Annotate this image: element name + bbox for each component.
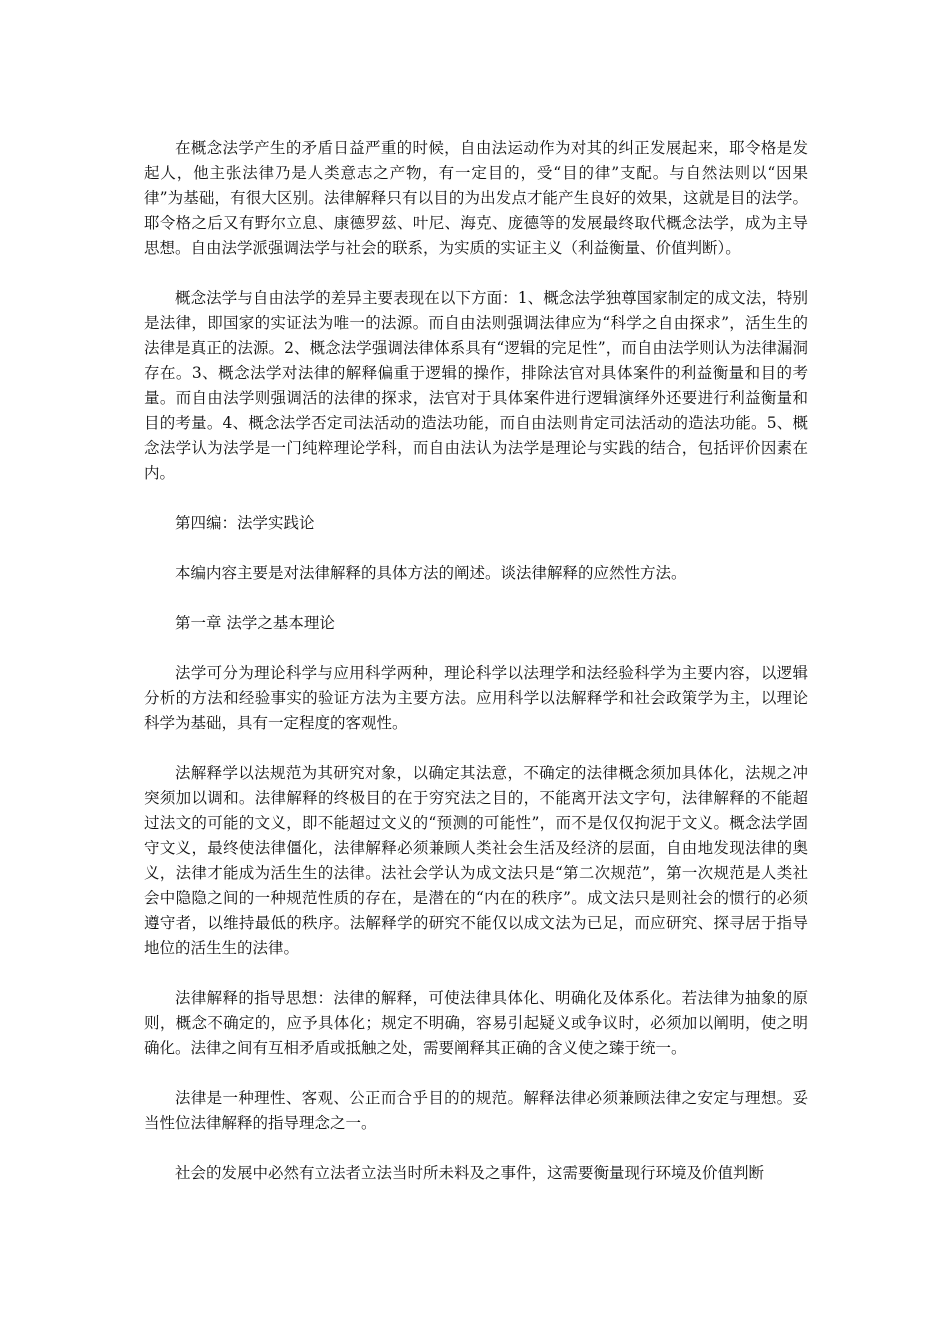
document-body bbox=[144, 136, 808, 1211]
paragraph-guiding-idea: 法律解释的指导思想：法律的解释，可使法律具体化、明确化及体系化。若法律为抽象的原则，概念不确定的，应予具体化；规定不明确，容易引起疑义或争议时，必须加以阐明，使之明确化。法律之间有互相矛盾或抵触之处，需要阐释其正确的含义使之臻于统一。 bbox=[144, 989, 808, 1057]
paragraph-hermeneutics: 法解释学以法规范为其研究对象，以确定其法意，不确定的法律概念须加具体化，法规之冲突须加以调和。法律解释的终极目的在于穷究法之目的，不能离开法文字句，法律解释的不能超过法文的可能的文义，即不能超过文义的“预测的可能性”，而不是仅仅拘泥于文义。概念法学固守文义，最终使法律僵化，法律解释必须兼顾人类社会生活及经济的层面，自由地发现法律的奥义，法律才能成为活生生的法律。法社会学认为成文法只是“第二次规范”，第一次规范是人类社会中隐隐之间的一种规范性质的存在，是潜在的“内在的秩序”。成文法只是则社会的惯行的必须遵守者，以维持最低的秩序。法解释学的研究不能仅以成文法为已足，而应研究、探寻居于指导地位的活生生的法律。 bbox=[144, 764, 808, 957]
paragraph-rational-norm: 法律是一种理性、客观、公正而合乎目的的规范。解释法律必须兼顾法律之安定与理想。妥当性位法律解释的指导理念之一。 bbox=[144, 1089, 808, 1132]
paragraph-free-law-movement: 在概念法学产生的矛盾日益严重的时候，自由法运动作为对其的纠正发展起来，耶令格是发起人，他主张法律乃是人类意志之产物，有一定目的，受“目的律”支配。与自然法则以“因果律”为基础，有很大区别。法律解释只有以目的为出发点才能产生良好的效果，这就是目的法学。耶令格之后又有野尔立息、康德罗兹、叶尼、海克、庞德等的发展最终取代概念法学，成为主导思想。自由法学派强调法学与社会的联系，为实质的实证主义（利益衡量、价值判断）。 bbox=[144, 139, 808, 257]
chapter-heading: 第一章 法学之基本理论 bbox=[175, 614, 335, 632]
paragraph-social-development: 社会的发展中必然有立法者立法当时所未料及之事件，这需要衡量现行环境及价值判断 bbox=[175, 1164, 765, 1182]
paragraph-legal-science: 法学可分为理论科学与应用科学两种，理论科学以法理学和法经验科学为主要内容，以逻辑分析的方法和经验事实的验证方法为主要方法。应用科学以法解释学和社会政策学为主，以理论科学为基础，具有一定程度的客观性。 bbox=[144, 664, 808, 732]
section-heading: 第四编：法学实践论 bbox=[175, 514, 315, 532]
paragraph-differences: 概念法学与自由法学的差异主要表现在以下方面：1、概念法学独尊国家制定的成文法，特别是法律，即国家的实证法为唯一的法源。而自由法则强调法律应为“科学之自由探求”，活生生的法律是真正的法源。2、概念法学强调法律体系具有“逻辑的完足性”，而自由法学则认为法律漏洞存在。3、概念法学对法律的解释偏重于逻辑的操作，排除法官对具体案件的利益衡量和目的考量。而自由法学则强调活的法律的探求，法官对于具体案件进行逻辑演绎外还要进行利益衡量和目的考量。4、概念法学否定司法活动的造法功能，而自由法则肯定司法活动的造法功能。5、概念法学认为法学是一门纯粹理论学科，而自由法认为法学是理论与实践的结合，包括评价因素在内。 bbox=[144, 289, 808, 482]
section-intro: 本编内容主要是对法律解释的具体方法的阐述。谈法律解释的应然性方法。 bbox=[175, 564, 687, 582]
